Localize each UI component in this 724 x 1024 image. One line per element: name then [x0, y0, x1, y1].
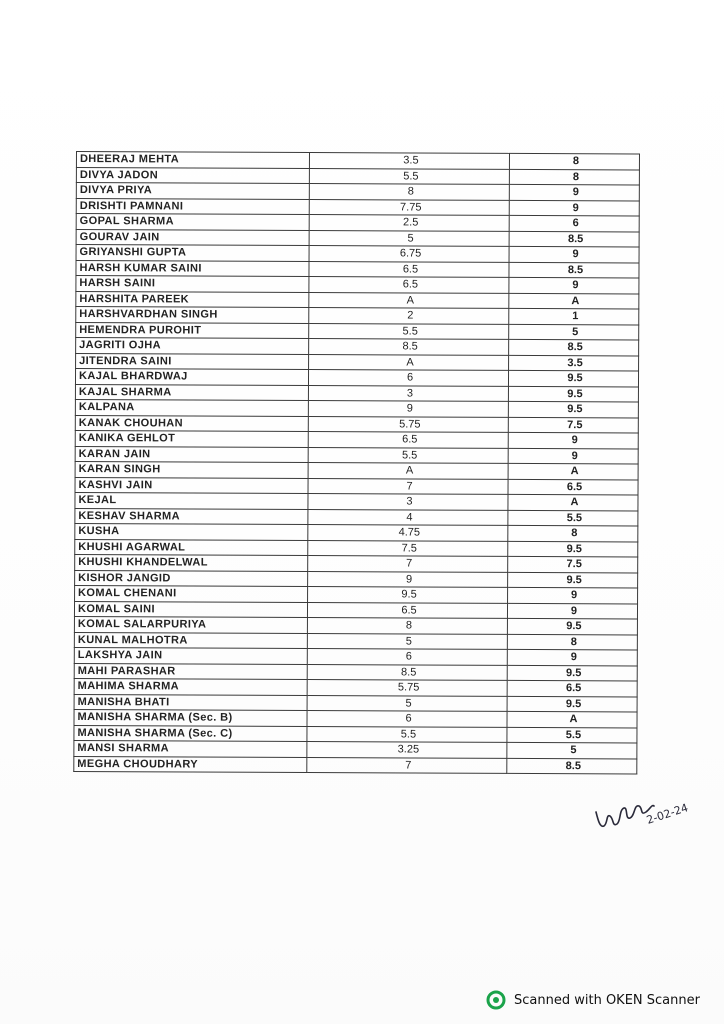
marks-second: A [508, 463, 638, 479]
student-name: HARSH KUMAR SAINI [76, 260, 309, 277]
student-name: HARSH SAINI [76, 276, 309, 293]
marks-second: 8 [508, 525, 638, 541]
student-name: KUNAL MALHOTRA [74, 632, 307, 649]
marks-first: 8 [309, 184, 509, 200]
marks-second: 8.5 [509, 231, 639, 247]
student-name: KAJAL BHARDWAJ [75, 369, 308, 386]
marks-second: 9.5 [508, 541, 638, 557]
table-row [76, 214, 639, 232]
marks-first: 2 [309, 308, 509, 324]
marks-first: 6 [307, 711, 507, 727]
table-row [76, 322, 639, 340]
table-row [74, 616, 637, 634]
table-row [76, 338, 639, 356]
signature-date: 2-02-24 [644, 801, 690, 827]
marks-second: A [509, 293, 639, 309]
marks-second: 9 [509, 200, 639, 216]
marks-second: 6.5 [508, 479, 638, 495]
table-row [75, 430, 638, 448]
marks-first: 7 [307, 757, 507, 773]
table-row [76, 198, 639, 216]
marks-second: 9 [507, 649, 637, 665]
student-name: GOPAL SHARMA [76, 214, 309, 231]
signature-scribble-icon [590, 790, 710, 840]
table-row [74, 647, 637, 665]
marks-second: 5 [509, 324, 639, 340]
marks-first: A [309, 354, 509, 370]
marks-first: 6.5 [308, 432, 508, 448]
marks-second: 8.5 [509, 339, 639, 355]
marks-first: 6.5 [309, 277, 509, 293]
table-row [75, 508, 638, 526]
student-name: MANISHA BHATI [74, 694, 307, 711]
marks-second: 9.5 [508, 401, 638, 417]
marks-first: 6.75 [309, 246, 509, 262]
marks-first: 6.5 [307, 602, 507, 618]
marks-second: 6.5 [507, 680, 637, 696]
student-name: DRISHTI PAMNANI [76, 198, 309, 215]
student-name: KHUSHI KHANDELWAL [75, 554, 308, 571]
student-name: LAKSHYA JAIN [74, 647, 307, 664]
oken-scanner-logo-icon [486, 990, 506, 1010]
table-row [74, 756, 637, 774]
marks-second: 9.5 [508, 572, 638, 588]
marks-first: 7.75 [309, 199, 509, 215]
marks-first: 5 [309, 230, 509, 246]
student-name: KUSHA [75, 523, 308, 540]
marks-second: 5 [507, 742, 637, 758]
student-name: MEGHA CHOUDHARY [74, 756, 307, 773]
student-name: MANISHA SHARMA (Sec. C) [74, 725, 307, 742]
student-name: HARSHITA PAREEK [76, 291, 309, 308]
student-name: KANAK CHOUHAN [75, 415, 308, 432]
marks-second: 9 [508, 432, 638, 448]
table-row [75, 570, 638, 588]
marks-second: 5.5 [507, 727, 637, 743]
student-name: KEJAL [75, 492, 308, 509]
scanner-watermark-text: Scanned with OKEN Scanner [514, 992, 700, 1008]
student-name: KARAN SINGH [75, 461, 308, 478]
marks-first: 8.5 [307, 664, 507, 680]
table-row [74, 694, 637, 712]
student-name: JITENDRA SAINI [76, 353, 309, 370]
table-row [75, 461, 638, 479]
marks-first: 5.75 [308, 416, 508, 432]
student-name: MAHI PARASHAR [74, 663, 307, 680]
student-name: MANISHA SHARMA (Sec. B) [74, 709, 307, 726]
table-row [74, 740, 637, 758]
marks-first: 7.5 [308, 540, 508, 556]
table-row [74, 632, 637, 650]
student-name: KOMAL SAINI [74, 601, 307, 618]
marks-second: 9.5 [507, 696, 637, 712]
signature [590, 790, 710, 840]
marks-second: 7.5 [508, 417, 638, 433]
student-name: KISHOR JANGID [75, 570, 308, 587]
marks-second: 9.5 [508, 386, 638, 402]
table-row [76, 353, 639, 371]
marks-first: 3.5 [309, 153, 509, 169]
scanner-footer [486, 990, 700, 1010]
student-name: GOURAV JAIN [76, 229, 309, 246]
table-row [75, 415, 638, 433]
table-row [75, 585, 638, 603]
student-name: DIVYA JADON [76, 167, 309, 184]
table-row [75, 384, 638, 402]
table-row [76, 307, 639, 325]
student-name: KHUSHI AGARWAL [75, 539, 308, 556]
marks-first: A [308, 463, 508, 479]
marks-second: 8 [509, 153, 639, 169]
marks-first: 9 [308, 401, 508, 417]
marks-second: 9 [508, 587, 638, 603]
marks-second: 9.5 [507, 618, 637, 634]
table-row [76, 291, 639, 309]
student-name: HEMENDRA PUROHIT [76, 322, 309, 339]
marks-first: 3.25 [307, 742, 507, 758]
marks-first: 9.5 [308, 587, 508, 603]
marks-second: 9.5 [508, 370, 638, 386]
marks-first: 9 [308, 571, 508, 587]
marks-second: 9 [509, 246, 639, 262]
student-name: GRIYANSHI GUPTA [76, 245, 309, 262]
marks-first: 6.5 [309, 261, 509, 277]
marks-second: 8.5 [507, 758, 637, 774]
marks-second: 9 [508, 448, 638, 464]
table-row [75, 554, 638, 572]
student-name: HARSHVARDHAN SINGH [76, 307, 309, 324]
marks-first: 5 [307, 633, 507, 649]
marks-second: A [507, 711, 637, 727]
marks-first: 5.75 [307, 680, 507, 696]
table-row [74, 663, 637, 681]
student-name: KAJAL SHARMA [75, 384, 308, 401]
marks-first: A [309, 292, 509, 308]
student-name: KESHAV SHARMA [75, 508, 308, 525]
table-row [75, 369, 638, 387]
marks-second: 6 [509, 215, 639, 231]
student-name: MAHIMA SHARMA [74, 678, 307, 695]
marks-second: 1 [509, 308, 639, 324]
marks-second: 8 [509, 169, 639, 185]
marks-second: 9 [509, 184, 639, 200]
marks-first: 4.75 [308, 525, 508, 541]
marks-second: 8 [507, 634, 637, 650]
student-name: KANIKA GEHLOT [75, 430, 308, 447]
marks-first: 2.5 [309, 215, 509, 231]
table-row [76, 260, 639, 278]
marks-second: A [508, 494, 638, 510]
table-row [76, 245, 639, 263]
student-name: MANSI SHARMA [74, 740, 307, 757]
table-row [76, 152, 639, 170]
marks-first: 4 [308, 509, 508, 525]
marks-first: 6 [308, 370, 508, 386]
marks-first: 3 [308, 494, 508, 510]
marks-second: 9 [507, 603, 637, 619]
student-name: JAGRITI OJHA [76, 338, 309, 355]
student-name: KASHVI JAIN [75, 477, 308, 494]
marks-first: 5.5 [307, 726, 507, 742]
marks-first: 8 [307, 618, 507, 634]
marks-second: 7.5 [508, 556, 638, 572]
student-name: DHEERAJ MEHTA [76, 152, 309, 169]
marks-first: 6 [307, 649, 507, 665]
marks-second: 3.5 [509, 355, 639, 371]
student-name: KOMAL CHENANI [75, 585, 308, 602]
table-row [74, 678, 637, 696]
marks-first: 5 [307, 695, 507, 711]
table-row [74, 725, 637, 743]
student-name: KARAN JAIN [75, 446, 308, 463]
marks-first: 7 [308, 478, 508, 494]
marks-first: 3 [308, 385, 508, 401]
marks-table-body [74, 152, 640, 774]
marks-first: 5.5 [309, 323, 509, 339]
student-name: DIVYA PRIYA [76, 183, 309, 200]
table-row [75, 539, 638, 557]
student-name: KALPANA [75, 399, 308, 416]
marks-first: 8.5 [309, 339, 509, 355]
table-row [74, 709, 637, 727]
marks-table [73, 151, 640, 774]
marks-first: 5.5 [308, 447, 508, 463]
marks-first: 7 [308, 556, 508, 572]
marks-second: 5.5 [508, 510, 638, 526]
marks-second: 9 [509, 277, 639, 293]
marks-second: 8.5 [509, 262, 639, 278]
marks-second: 9.5 [507, 665, 637, 681]
marks-first: 5.5 [309, 168, 509, 184]
student-name: KOMAL SALARPURIYA [74, 616, 307, 633]
